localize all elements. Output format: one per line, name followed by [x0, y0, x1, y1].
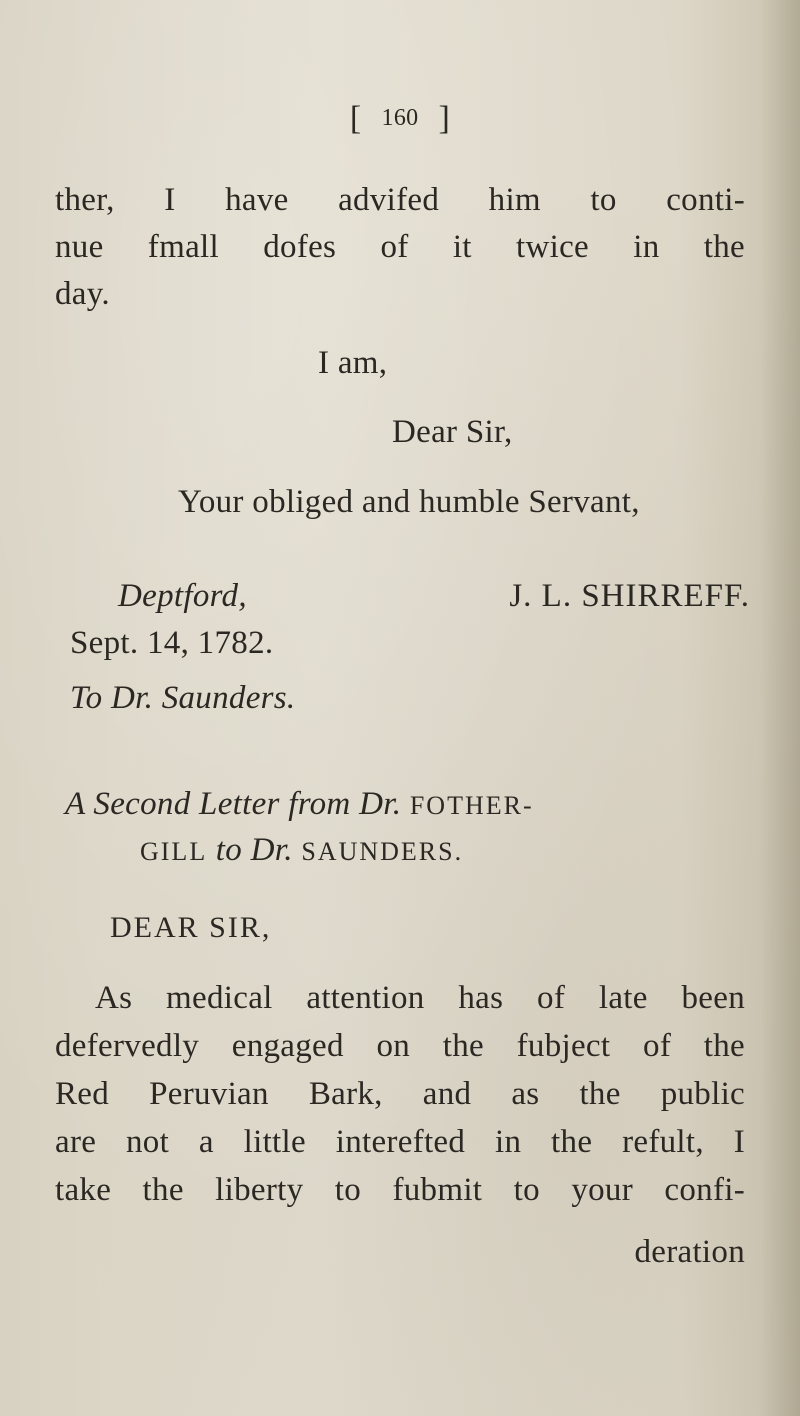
page-number: 160 — [381, 105, 419, 131]
letter2-greeting: DEAR SIR, — [110, 911, 272, 944]
letter1-valediction: Your obliged and humble Servant, — [178, 484, 640, 520]
letter2-body-line-1: As medical attention has of late been — [95, 980, 745, 1016]
letter2-body-line-4: are not a little interefted in the refult, I — [55, 1124, 745, 1160]
letter1-body-line-1: ther, I have advifed him to conti- — [55, 182, 745, 218]
letter2-title-italic-1: A Second Letter from Dr. — [65, 786, 402, 822]
page-edge-shadow — [760, 0, 800, 1416]
letter1-place: Deptford, — [118, 578, 247, 614]
letter1-recipient: To Dr. Saunders. — [70, 680, 296, 716]
letter1-signature: J. L. SHIRREFF. — [509, 578, 750, 614]
letter2-body-line-2: defervedly engaged on the fubject of the — [55, 1028, 745, 1064]
letter1-body-line-2: nue fmall dofes of it twice in the — [55, 229, 745, 265]
letter2-body-line-3: Red Peruvian Bark, and as the public — [55, 1076, 745, 1112]
page-header — [0, 98, 800, 139]
letter2-title-author-part-1: FOTHER- — [409, 791, 534, 820]
letter2-title-line-1 — [65, 784, 534, 826]
letter1-body-line-3: day. — [55, 276, 110, 312]
letter2-title-recipient: SAUNDERS. — [301, 837, 464, 866]
letter2-body-line-5: take the liberty to fubmit to your confi- — [55, 1172, 745, 1208]
header-bracket-left: [ — [349, 100, 362, 137]
letter1-closing: I am, — [318, 345, 388, 381]
letter1-date: Sept. 14, 1782. — [70, 625, 274, 661]
header-bracket-right: ] — [438, 100, 451, 137]
letter2-title-author-part-2: GILL — [140, 837, 208, 866]
letter2-title-italic-2: to Dr. — [215, 832, 293, 868]
letter2-title-line-2 — [140, 830, 463, 872]
letter1-salutation: Dear Sir, — [392, 414, 513, 450]
catchword: deration — [634, 1234, 745, 1270]
